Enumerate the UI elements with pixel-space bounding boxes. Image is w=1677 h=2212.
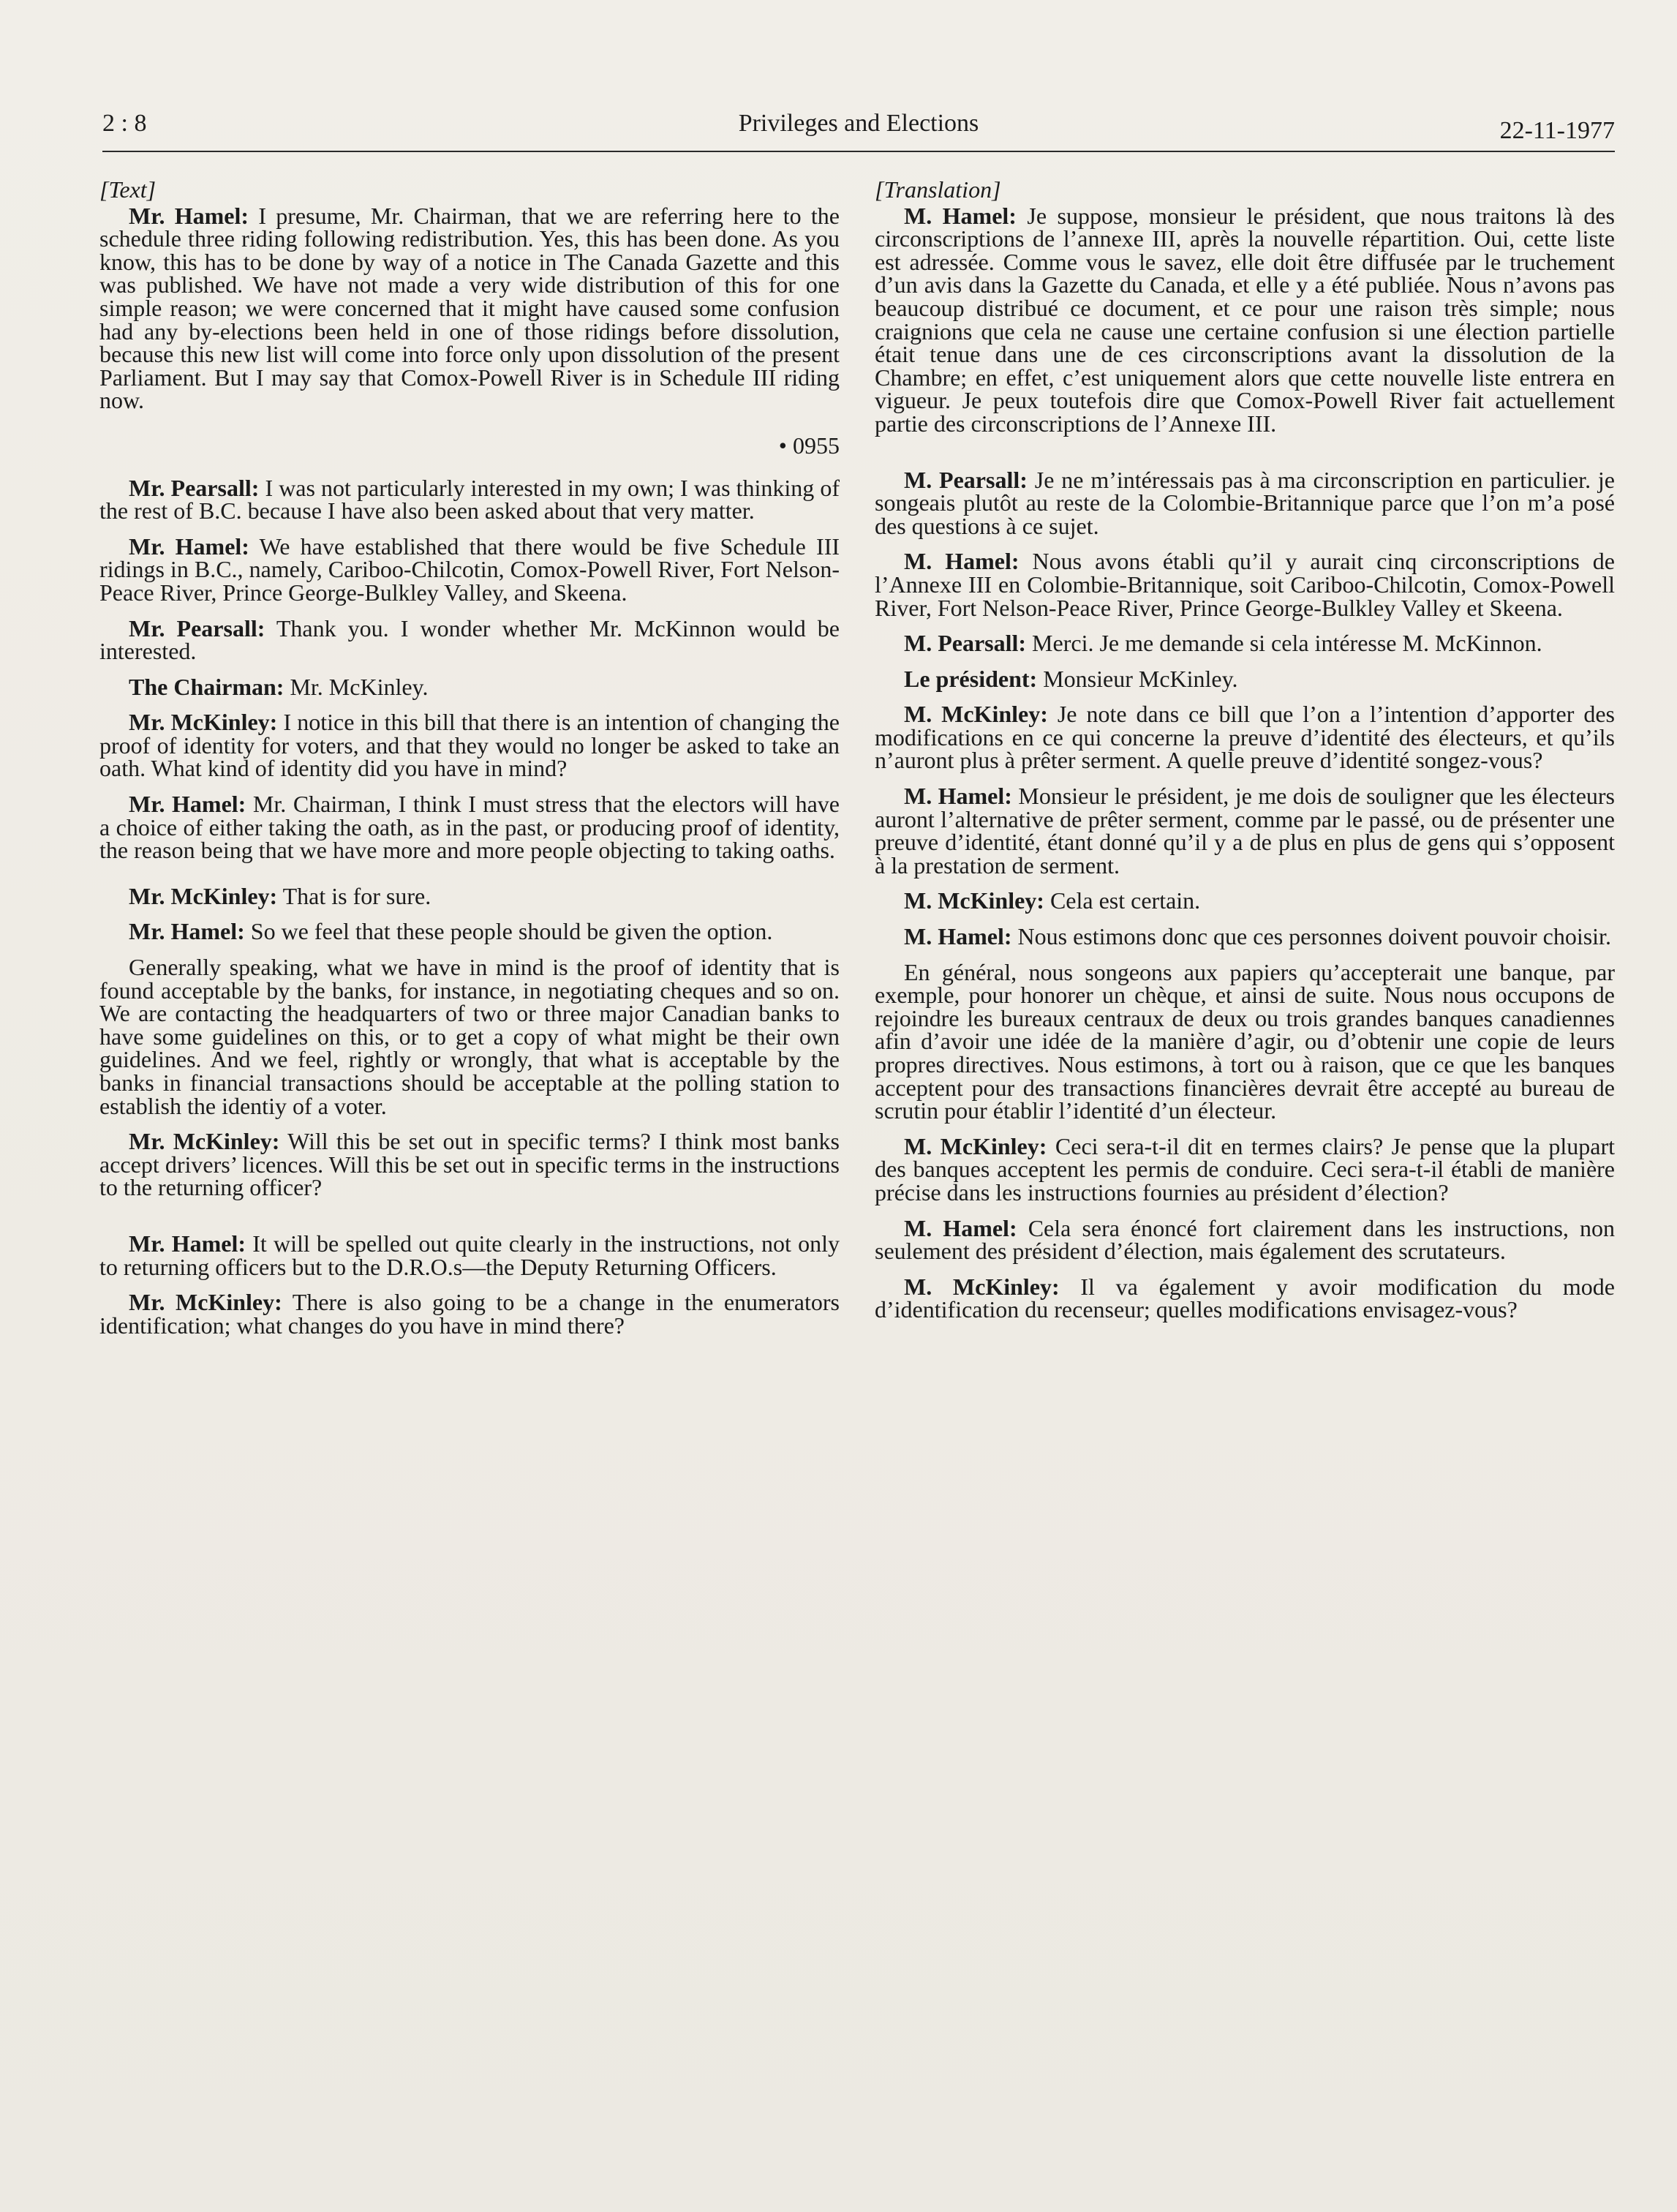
transcript-paragraph — [99, 793, 840, 862]
speech-text: Il va également y avoir modification du mode d’identification du recenseur; quelles modifications envisagez-vous? — [875, 1273, 1615, 1323]
speech-text: Je suppose, monsieur le président, que nous traitons là des circonscriptions de l’annexe III, après la nouvelle répartition. Oui, cette liste est adressée. Comme vous le savez, elle doit être diffusée par le truchement d’un avis dans la Gazette du Canada, et elle y a été publiée. Nous n’avons pas beaucoup distribué ce document, et ce pour une raison très simple; nous craignions que cela ne cause une certaine confusion si une élection partielle était tenue dans une de ces circonscriptions avant la dissolution de la Chambre; en effet, c’est uniquement alors que cette nouvelle liste entrera en vigueur. Je peux toutefois dire que Comox-Powell River fait actuellement partie des circonscriptions de l’Annexe III. — [875, 202, 1616, 437]
speaker-name: Mr. McKinley: — [129, 1289, 282, 1316]
speaker-name: M. Hamel: — [904, 1214, 1017, 1241]
transcript-paragraph — [875, 1273, 1615, 1323]
speaker-name: M. McKinley: — [904, 887, 1044, 914]
transcript-paragraph — [99, 614, 840, 665]
transcript-paragraph — [99, 535, 840, 605]
speech-text: That is for sure. — [277, 882, 432, 909]
speaker-name: M. Hamel: — [904, 783, 1012, 810]
speaker-name: Le président: — [904, 665, 1038, 692]
french-column — [875, 178, 1615, 1334]
speaker-name: Mr. Hamel: — [129, 791, 246, 818]
speaker-name: Mr. Hamel: — [129, 1230, 246, 1257]
column-tag: [Text] — [99, 176, 157, 203]
speaker-name: Mr. Pearsall: — [129, 474, 260, 501]
speech-text: I presume, Mr. Chairman, that we are referring here to the schedule three riding following redistribution. Yes, this has been done. As you know, this has to be done by way of a notice in The Canada Gazette and this was published. We have not made a very wide distribution of this for one simple reason; we were concerned that it might have caused some confusion had any by-elections been held in one of those ridings before dissolution, because this new list will come into force only upon dissolution of the present Parliament. But I may say that Comox-Powell River is in Schedule III riding now. — [99, 202, 840, 414]
speaker-name: Mr. Hamel: — [129, 202, 249, 229]
transcript-paragraph — [99, 673, 840, 700]
speech-text: There is also going to be a change in the enumerators identification; what changes do you have in mind there? — [99, 1289, 840, 1339]
speaker-name: M. McKinley: — [904, 701, 1048, 728]
transcript-paragraph — [875, 665, 1615, 692]
speaker-name: M. McKinley: — [904, 1132, 1047, 1159]
transcript-paragraph — [875, 785, 1615, 877]
speech-text: Nous avons établi qu’il y aurait cinq circonscriptions de l’Annexe III en Colombie-Britannique, soit Cariboo-Chilcotin, Comox-Powell River, Fort Nelson-Peace River, Prince George-Bulkley Valley et Skeena. — [875, 548, 1616, 621]
speaker-name: M. Pearsall: — [904, 466, 1028, 493]
speaker-name: Mr. Hamel: — [129, 918, 245, 945]
speech-text: Monsieur le président, je me dois de souligner que les électeurs auront l’alternative de prêter serment, comme par le passé, ou de présenter une preuve d’identité, étant donné qu’il y a de plus en plus de gens qui s’opposent à la prestation de serment. — [875, 783, 1616, 879]
speaker-name: Mr. McKinley: — [129, 1128, 280, 1155]
transcript-paragraph — [99, 956, 840, 1118]
speech-text: Je ne m’intéressais pas à ma circonscription en particulier. je songeais plutôt au reste de la Colombie-Britannique parce que l’on m’a posé des questions à ce sujet. — [875, 466, 1616, 539]
time-marker: • 0955 — [778, 432, 840, 459]
transcript-paragraph — [99, 474, 840, 524]
transcript-paragraph — [875, 1214, 1616, 1265]
transcript-paragraph — [875, 550, 1615, 620]
transcript-paragraph — [875, 466, 1616, 539]
page-date: 22-11-1977 — [1499, 117, 1615, 144]
speaker-name: M. Hamel: — [904, 923, 1012, 950]
transcript-paragraph — [99, 711, 840, 780]
speech-text: I was not particularly interested in my own; I was thinking of the rest of B.C. because I have also been asked about that very matter. — [99, 474, 840, 524]
transcript-paragraph — [99, 920, 840, 944]
speech-text: So we feel that these people should be given the option. — [244, 918, 773, 945]
english-column — [99, 178, 840, 1350]
transcript-paragraph — [875, 889, 1615, 913]
speaker-name: M. Pearsall: — [904, 630, 1027, 657]
transcript-paragraph — [99, 1230, 840, 1280]
speech-text: Thank you. I wonder whether Mr. McKinnon would be interested. — [99, 614, 840, 665]
transcript-paragraph — [875, 703, 1615, 772]
page-title: Privileges and Elections — [738, 110, 979, 137]
speech-text: We have established that there would be five Schedule III ridings in B.C., namely, Cariboo-Chilcotin, Comox-Powell River, Fort Nelson-Peace River, Prince George-Bulkley Valley, and Skeena. — [99, 533, 840, 606]
page-number: 2 : 8 — [102, 110, 147, 137]
speech-text: Cela est certain. — [1044, 887, 1201, 914]
speech-text: En général, nous songeons aux papiers qu’accepterait une banque, par exemple, pour honorer un chèque, et ainsi de suite. Nous nous occupons de rejoindre les bureaux centraux de deux ou trois grandes banques canadiennes afin d’avoir une idée de la manière d’agir, ou d’obtenir une copie de leurs propres directives. Nous estimons, à tort ou à raison, que ce que les banques acceptent pour des transactions financières devrait être accepté au bureau de scrutin pour établir l’identité d’un électeur. — [875, 958, 1615, 1124]
transcript-paragraph — [875, 958, 1615, 1124]
transcript-paragraph — [99, 882, 840, 909]
transcript-paragraph — [99, 202, 840, 414]
speech-text: Je note dans ce bill que l’on a l’intention d’apporter des modifications en ce qui concerne la preuve d’identité des électeurs, et qu’ils n’auront plus à prêter serment. A quelle preuve d’identité songez-vous? — [875, 701, 1616, 774]
speaker-name: Mr. McKinley: — [129, 709, 278, 736]
speech-text: Monsieur McKinley. — [1037, 665, 1238, 692]
speaker-name: M. Hamel: — [904, 202, 1017, 229]
speech-text: Nous estimons donc que ces personnes doivent pouvoir choisir. — [1011, 923, 1611, 950]
speech-text: Ceci sera-t-il dit en termes clairs? Je pense que la plupart des banques acceptent les permis de conduire. Ceci sera-t-il établi de manière précise dans les instructions fournies au président d’élection? — [875, 1132, 1616, 1205]
speaker-name: The Chairman: — [129, 673, 284, 700]
speech-text: I notice in this bill that there is an intention of changing the proof of identity for voters, and that they would no longer be asked to take an oath. What kind of identity did you have in mind? — [99, 709, 840, 782]
speech-text: Generally speaking, what we have in mind is the proof of identity that is found acceptable by the banks, for instance, in negotiating cheques and so on. We are contacting the headquarters of two or three major Canadian banks to have some guidelines on this, or to get a copy of what might be their own guidelines. And we feel, rightly or wrongly, that what is acceptable by the banks in financial transactions should be acceptable at the polling station to establish the identiy of a voter. — [99, 954, 840, 1119]
speaker-name: Mr. Hamel: — [129, 533, 249, 560]
speech-text: Cela sera énoncé fort clairement dans les instructions, non seulement des président d’élection, mais également des scrutateurs. — [875, 1214, 1616, 1265]
speaker-name: Mr. McKinley: — [129, 882, 278, 909]
speaker-name: M. Hamel: — [904, 548, 1020, 575]
column-tag: [Translation] — [875, 176, 1001, 203]
speech-text: Will this be set out in specific terms? I think most banks accept drivers’ licences. Will this be set out in specific terms in the instructions to the returning officer? — [99, 1128, 840, 1201]
transcript-paragraph — [875, 202, 1616, 437]
speech-text: Mr. Chairman, I think I must stress that the electors will have a choice of either taking the oath, as in the past, or producing proof of identity, the reason being that we have more and more people objecting to taking oaths. — [99, 791, 840, 864]
header-rule — [102, 151, 1615, 152]
transcript-paragraph — [875, 925, 1615, 949]
speaker-name: M. McKinley: — [904, 1273, 1060, 1300]
speech-text: It will be spelled out quite clearly in the instructions, not only to returning officers but to the D.R.O.s—the Deputy Returning Officers. — [99, 1230, 840, 1280]
speech-text: Merci. Je me demande si cela intéresse M. McKinnon. — [1026, 630, 1542, 657]
transcript-paragraph — [99, 1291, 840, 1337]
transcript-paragraph — [99, 1130, 840, 1200]
speaker-name: Mr. Pearsall: — [129, 614, 265, 642]
transcript-paragraph — [875, 1132, 1616, 1205]
transcript-paragraph — [875, 632, 1615, 655]
page-header — [102, 102, 1615, 149]
speech-text: Mr. McKinley. — [284, 673, 429, 700]
